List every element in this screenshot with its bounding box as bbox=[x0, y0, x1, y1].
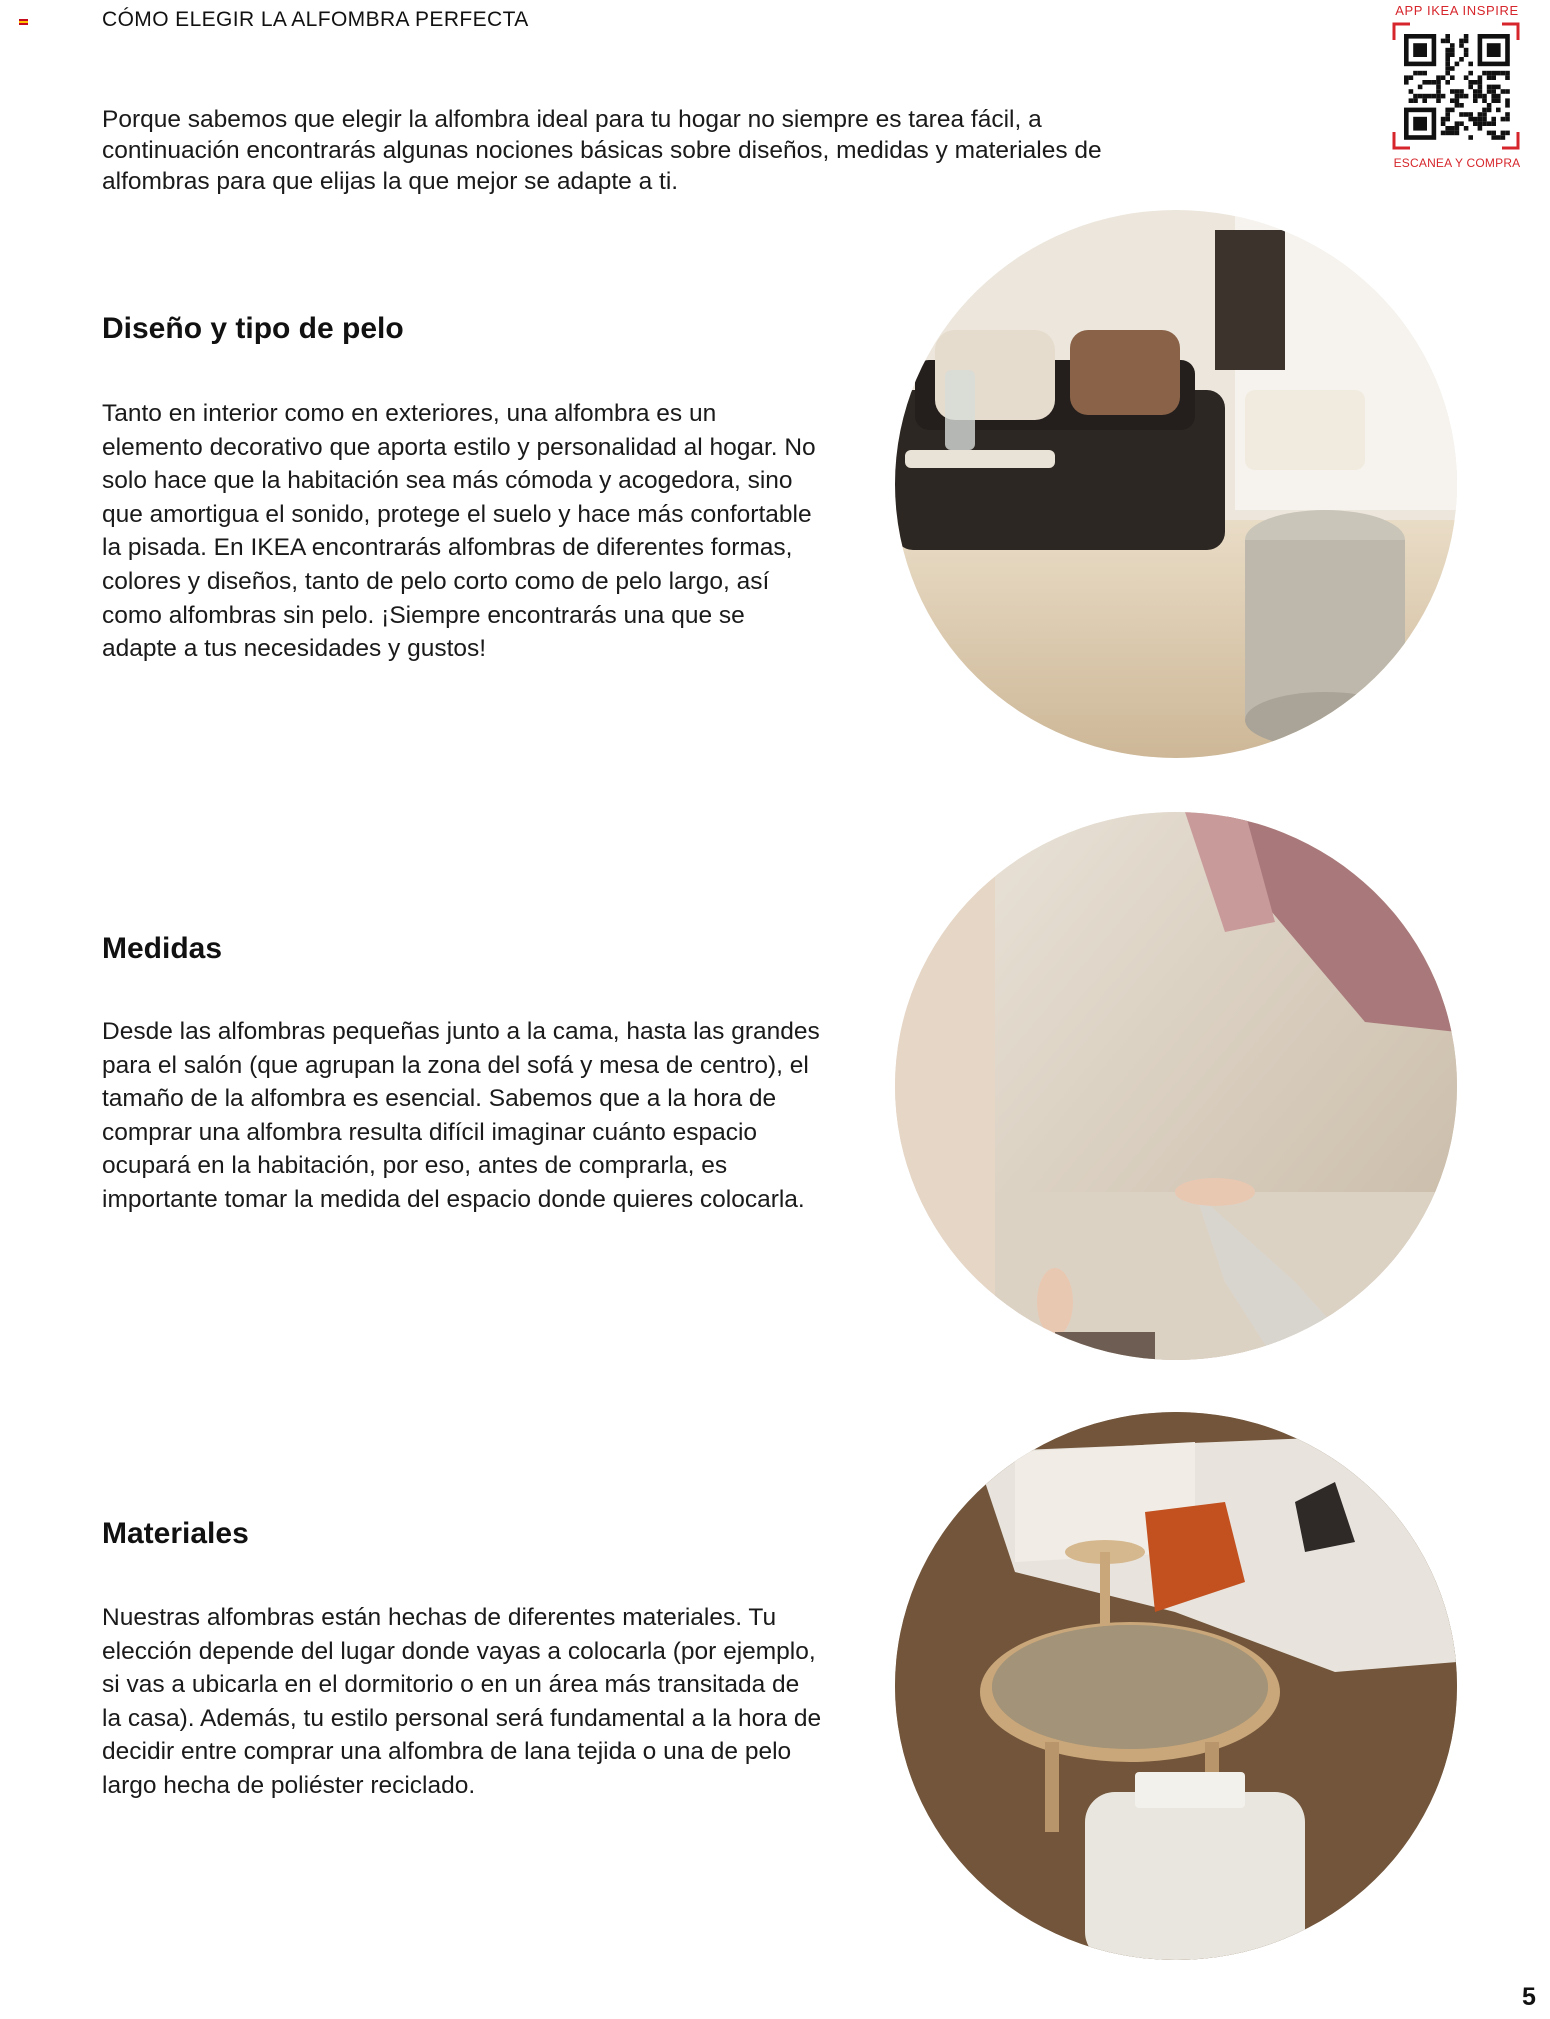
intro-paragraph: Porque sabemos que elegir la alfombra ideal para tu hogar no siempre es tarea fácil, a continuación encontrarás algunas nociones básicas sobre diseños, medidas y materiales de alfombras para que elijas la que mejor se adapte a ti. bbox=[102, 106, 1102, 195]
section-heading-design: Diseño y tipo de pelo bbox=[102, 312, 404, 345]
section-heading-materials: Materiales bbox=[102, 1517, 249, 1550]
section-heading-sizes: Medidas bbox=[102, 932, 223, 965]
section-body-design: Tanto en interior como en exteriores, una alfombra es un elemento decorativo que aporta estilo y personalidad al hogar. No solo hace que la habitación sea más cómoda y acogedora, sino que amortigua el sonido, protege el suelo y hace más confortable la pisada. En IKEA encontrarás alfombras de diferentes formas, colores y diseños, tanto de pelo corto como de pelo largo, así como alfombras sin pelo. ¡Siempre encontrarás una que se adapte a tus necesidades y gustos! bbox=[102, 400, 816, 663]
qr-top-label: APP IKEA INSPIRE bbox=[1395, 3, 1519, 18]
section-body-sizes: Desde las alfombras pequeñas junto a la cama, hasta las grandes para el salón (que agrupan la zona del sofá y mesa de centro), el tamaño de la alfombra es esencial. Sabemos que a la hora de comprar una alfombra resulta difícil imaginar cuánto espacio ocupará en la habitación, por eso, antes de comprarla, es importante tomar la medida del espacio donde quieres colocarla. bbox=[102, 1018, 820, 1213]
qr-code-block[interactable] bbox=[1388, 0, 1526, 175]
section-body-materials: Nuestras alfombras están hechas de diferentes materiales. Tu elección depende del lugar donde vayas a colocarla (por ejemplo, si vas a ubicarla en el dormitorio o en un área más transitada de la casa). Además, tu estilo personal será fundamental a la hora de decidir entre comprar una alfombra de lana tejida o una de pelo largo hecha de poliéster reciclado. bbox=[102, 1604, 822, 1799]
qr-code-icon[interactable] bbox=[1392, 22, 1520, 150]
qr-bottom-label: ESCANEA Y COMPRA bbox=[1393, 156, 1521, 170]
page-number: 5 bbox=[1522, 1983, 1536, 2011]
rug-measure-photo bbox=[895, 812, 1457, 1360]
page-title: CÓMO ELEGIR LA ALFOMBRA PERFECTA bbox=[102, 8, 529, 31]
living-room-rug-photo bbox=[895, 210, 1457, 758]
materials-room-photo bbox=[895, 1412, 1457, 1960]
spain-flag-icon bbox=[19, 19, 28, 25]
